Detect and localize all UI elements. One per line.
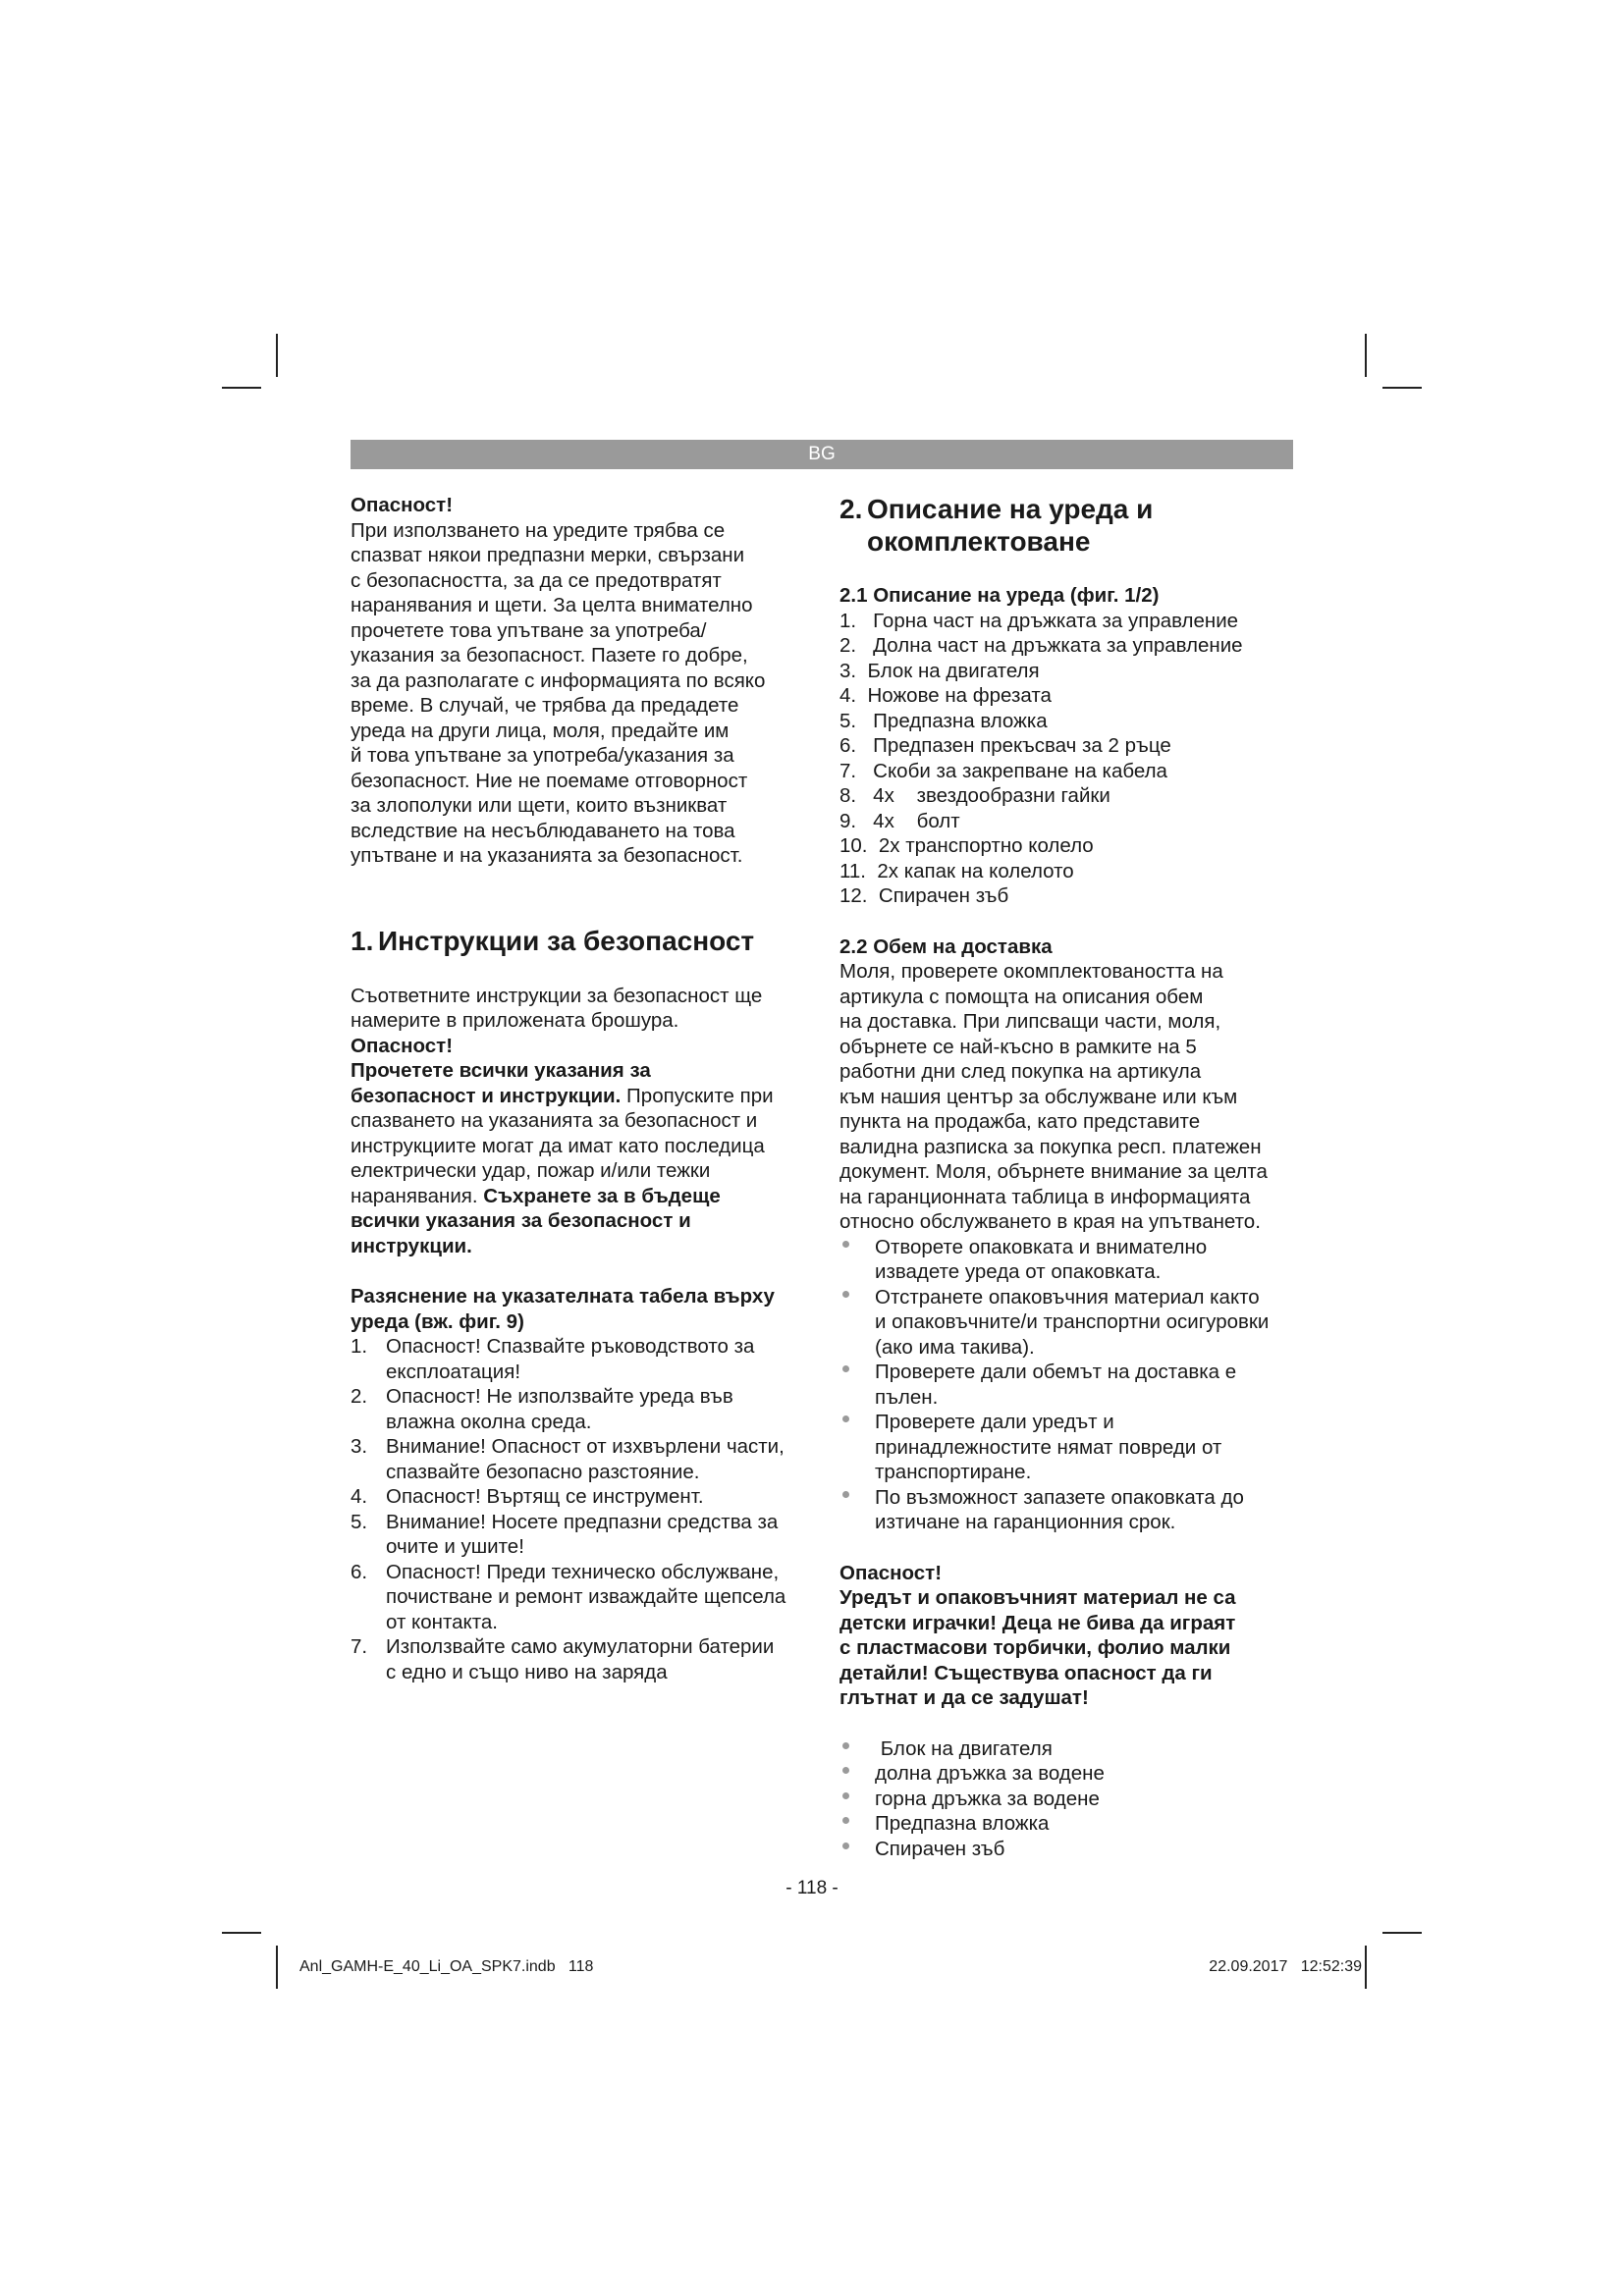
list-item <box>351 1560 804 1635</box>
item-number: 4. <box>351 1485 368 1508</box>
text-line: документ. Моля, обърнете внимание за целта <box>839 1160 1268 1183</box>
parts-list <box>839 609 1293 909</box>
crop-mark <box>1382 387 1422 389</box>
item-line: транспортиране. <box>875 1461 1032 1483</box>
item-line: Опасност! Не използвайте уреда във <box>386 1385 733 1408</box>
text-line: При използването на уредите трябва се <box>351 518 726 542</box>
item-line: експлоатация! <box>386 1360 521 1383</box>
text-line: безопасност. Ние не поемаме отговорност <box>351 769 748 792</box>
item-text: Блок на двигателя <box>875 1736 1053 1760</box>
text-line: време. В случай, че трябва да предадете <box>351 694 739 717</box>
item-line: Отворете опаковката и внимателно <box>875 1235 1208 1258</box>
list-item: 3. Блок на двигателя <box>839 659 1040 682</box>
text-line: прочетете това упътване за употреба/ <box>351 618 707 642</box>
plate-explanation <box>351 1284 804 1684</box>
checklist <box>839 1235 1293 1535</box>
text-line: към нашия център за обслужване или към <box>839 1085 1238 1108</box>
text-line: за да разполагате с информацията по всяко <box>351 668 766 692</box>
section-1-title <box>351 925 804 957</box>
page-number: - 118 - <box>785 1878 839 1898</box>
plate-heading <box>351 1284 804 1334</box>
bullet-icon <box>842 1291 849 1298</box>
list-item: 5. Предпазна вложка <box>839 709 1048 732</box>
plate-list <box>351 1334 804 1684</box>
item-number: 5. <box>351 1510 368 1533</box>
item-number: 7. <box>351 1635 368 1658</box>
list-item: 2. Долна част на дръжката за управление <box>839 634 1243 657</box>
text: Пропуските при <box>621 1084 774 1107</box>
text-line: обърнете се най-късно в рамките на 5 <box>839 1035 1197 1058</box>
text-line: артикула с помощта на описания обем <box>839 985 1204 1008</box>
heading-line: уреда (вж. фиг. 9) <box>351 1309 524 1333</box>
intro-paragraph <box>351 518 804 869</box>
list-item <box>351 1634 804 1684</box>
item-line: от контакта. <box>386 1610 498 1633</box>
bullet-icon <box>842 1415 849 1422</box>
item-line: спазвайте безопасно разстояние. <box>386 1460 700 1483</box>
language-bar: BG <box>351 440 1293 469</box>
item-line: и опаковъчните/и транспортни осигуровки <box>875 1310 1270 1333</box>
text-line: Моля, проверете окомплектоваността на <box>839 960 1223 983</box>
item-line: извадете уреда от опаковката. <box>875 1260 1162 1283</box>
text-line: Уредът и опаковъчният материал не са <box>839 1586 1236 1609</box>
item-line: влажна околна среда. <box>386 1410 592 1433</box>
list-item <box>839 1787 1293 1812</box>
bullet-icon <box>842 1817 849 1824</box>
crop-mark <box>1365 1946 1367 1989</box>
bold-text: Съхранете за в бъдеще <box>483 1184 721 1207</box>
intro-heading: Опасност! <box>351 494 454 516</box>
heading-line: Разяснение на указателната табела върху <box>351 1285 775 1308</box>
item-line: Проверете дали обемът на доставка е <box>875 1361 1237 1383</box>
section-title-text: Инструкции за безопасност <box>378 925 755 956</box>
list-item <box>351 1510 804 1560</box>
item-number: 6. <box>351 1560 368 1583</box>
item-line: почистване и ремонт изваждайте щепсела <box>386 1585 786 1608</box>
list-item: 11. 2x капак на колелото <box>839 859 1074 882</box>
list-item: 12. Спирачен зъб <box>839 884 1009 907</box>
text-line: работни дни след покупка на артикула <box>839 1060 1202 1083</box>
item-line: (ако има такива). <box>875 1335 1035 1359</box>
bold-text: безопасност и инструкции. <box>351 1084 622 1107</box>
list-item <box>839 1837 1293 1862</box>
text-line: спазването на указанията за безопасност и <box>351 1109 758 1132</box>
text-line: за злополуки или щети, които възникват <box>351 794 728 817</box>
item-line: Опасност! Преди техническо обслужване, <box>386 1560 780 1583</box>
list-item: 10. 2x транспортно колело <box>839 834 1094 857</box>
text-line: спазват някои предпазни мерки, свързани <box>351 544 745 566</box>
contents-list <box>839 1736 1293 1862</box>
item-text: Предпазна вложка <box>875 1812 1050 1835</box>
bullet-icon <box>842 1241 849 1248</box>
text-line: вследствие на несъблюдаването на това <box>351 819 735 842</box>
crop-mark <box>222 1932 261 1934</box>
list-item <box>839 1485 1293 1535</box>
list-item: 4. Ножове на фрезата <box>839 684 1052 707</box>
section-number: 2. <box>839 494 863 524</box>
list-item: 8. 4x звездообразни гайки <box>839 784 1110 807</box>
text: наранявания. <box>351 1184 484 1207</box>
item-number: 2. <box>351 1385 368 1408</box>
item-line: Опасност! Спазвайте ръководството за <box>386 1335 755 1358</box>
item-line: Внимание! Опасност от изхвърлени части, <box>386 1435 785 1458</box>
list-item <box>839 1285 1293 1361</box>
list-item <box>839 1736 1293 1762</box>
text-line: й това упътване за употреба/указания за <box>351 744 734 767</box>
item-line: изтичане на гаранционния срок. <box>875 1511 1176 1533</box>
footer-filename: Anl_GAMH-E_40_Li_OA_SPK7.indb 118 <box>299 1958 594 1975</box>
list-item <box>351 1384 804 1434</box>
left-column <box>351 493 804 1684</box>
item-text: долна дръжка за водене <box>875 1762 1105 1785</box>
text-line: относно обслужването в края на упътването. <box>839 1210 1261 1233</box>
list-item: 1. Горна част на дръжката за управление <box>839 609 1239 632</box>
text-line: намерите в приложената брошура. <box>351 1009 679 1032</box>
danger-label: Опасност! <box>351 1034 454 1057</box>
bullet-icon <box>842 1491 849 1498</box>
right-column <box>839 493 1293 1861</box>
list-item <box>351 1434 804 1484</box>
delivery-paragraph <box>839 959 1293 1235</box>
text-line: електрически удар, пожар и/или тежки <box>351 1159 711 1182</box>
text-line: Съответните инструкции за безопасност ще <box>351 984 763 1007</box>
list-item <box>839 1235 1293 1285</box>
section-2-title <box>839 493 1293 558</box>
text-line: на доставка. При липсващи части, моля, <box>839 1010 1221 1033</box>
item-line: с едно и също ниво на заряда <box>386 1660 668 1683</box>
crop-mark <box>1382 1932 1422 1934</box>
footer-timestamp: 22.09.2017 12:52:39 <box>1209 1958 1362 1975</box>
crop-mark <box>1365 334 1367 377</box>
item-line: Внимание! Носете предпазни средства за <box>386 1510 779 1533</box>
text-line: с пластмасови торбички, фолио малки <box>839 1636 1231 1659</box>
bullet-icon <box>842 1767 849 1774</box>
crop-mark <box>222 387 261 389</box>
section-title-text: Описание на уреда и <box>867 494 1154 524</box>
item-text: горна дръжка за водене <box>875 1787 1100 1810</box>
text-line: Прочетете всички указания за <box>351 1059 651 1082</box>
item-number: 1. <box>351 1335 368 1358</box>
safety-paragraph <box>351 984 804 1259</box>
text-line <box>351 1184 804 1209</box>
list-item <box>839 1410 1293 1485</box>
text-line: упътване и на указанията за безопасност. <box>351 844 743 867</box>
text-line: наранявания и щети. За целта внимателно <box>351 594 753 616</box>
crop-mark <box>276 1946 278 1989</box>
list-item <box>839 1761 1293 1787</box>
item-line: очите и ушите! <box>386 1535 524 1558</box>
bullet-icon <box>842 1792 849 1799</box>
text-line <box>351 1084 804 1109</box>
text-line: детайли! Съществува опасност да ги <box>839 1661 1213 1684</box>
text-line: валидна разписка за покупка респ. платежен <box>839 1135 1262 1158</box>
text-line: с безопасността, за да се предотвратят <box>351 568 722 592</box>
danger-label: Опасност! <box>839 1561 943 1584</box>
text-line: пункта на продажба, като представите <box>839 1110 1201 1133</box>
text-line: указания за безопасност. Пазете го добре, <box>351 644 748 667</box>
list-item <box>351 1334 804 1384</box>
item-line: Опасност! Въртящ се инструмент. <box>386 1485 704 1508</box>
list-item: 9. 4x болт <box>839 809 960 832</box>
item-line: По възможност запазете опаковката до <box>875 1485 1244 1509</box>
section-number: 1. <box>351 925 374 956</box>
section-title-text: окомплектоване <box>867 526 1091 557</box>
item-line: пълен. <box>875 1385 939 1409</box>
text-line: на гаранционната таблица в информацията <box>839 1185 1251 1208</box>
danger-block <box>839 1561 1293 1711</box>
item-line: Отстранете опаковъчния материал както <box>875 1285 1260 1308</box>
text-line: детски играчки! Деца не бива да играят <box>839 1611 1236 1634</box>
item-line: Използвайте само акумулаторни батерии <box>386 1635 775 1658</box>
list-item <box>351 1484 804 1510</box>
item-line: Проверете дали уредът и <box>875 1411 1114 1433</box>
crop-mark <box>276 334 278 377</box>
item-text: Спирачен зъб <box>875 1837 1005 1860</box>
item-number: 3. <box>351 1435 368 1458</box>
list-item <box>839 1811 1293 1837</box>
subsection-2-1-title: 2.1 Описание на уреда (фиг. 1/2) <box>839 584 1160 607</box>
list-item: 7. Скоби за закрепване на кабела <box>839 759 1167 782</box>
bullet-icon <box>842 1365 849 1372</box>
item-line: принадлежностите нямат повреди от <box>875 1435 1222 1459</box>
text-line: уреда на други лица, моля, предайте им <box>351 719 730 742</box>
list-item <box>839 1360 1293 1410</box>
text-line: глътнат и да се задушат! <box>839 1686 1089 1709</box>
text-line: инструкциите могат да имат като последица <box>351 1134 765 1157</box>
bullet-icon <box>842 1742 849 1749</box>
subsection-2-2-title: 2.2 Обем на доставка <box>839 934 1053 958</box>
text-line: инструкции. <box>351 1234 472 1257</box>
text-line: всички указания за безопасност и <box>351 1209 691 1232</box>
bullet-icon <box>842 1842 849 1849</box>
list-item: 6. Предпазен прекъсвач за 2 ръце <box>839 734 1171 757</box>
